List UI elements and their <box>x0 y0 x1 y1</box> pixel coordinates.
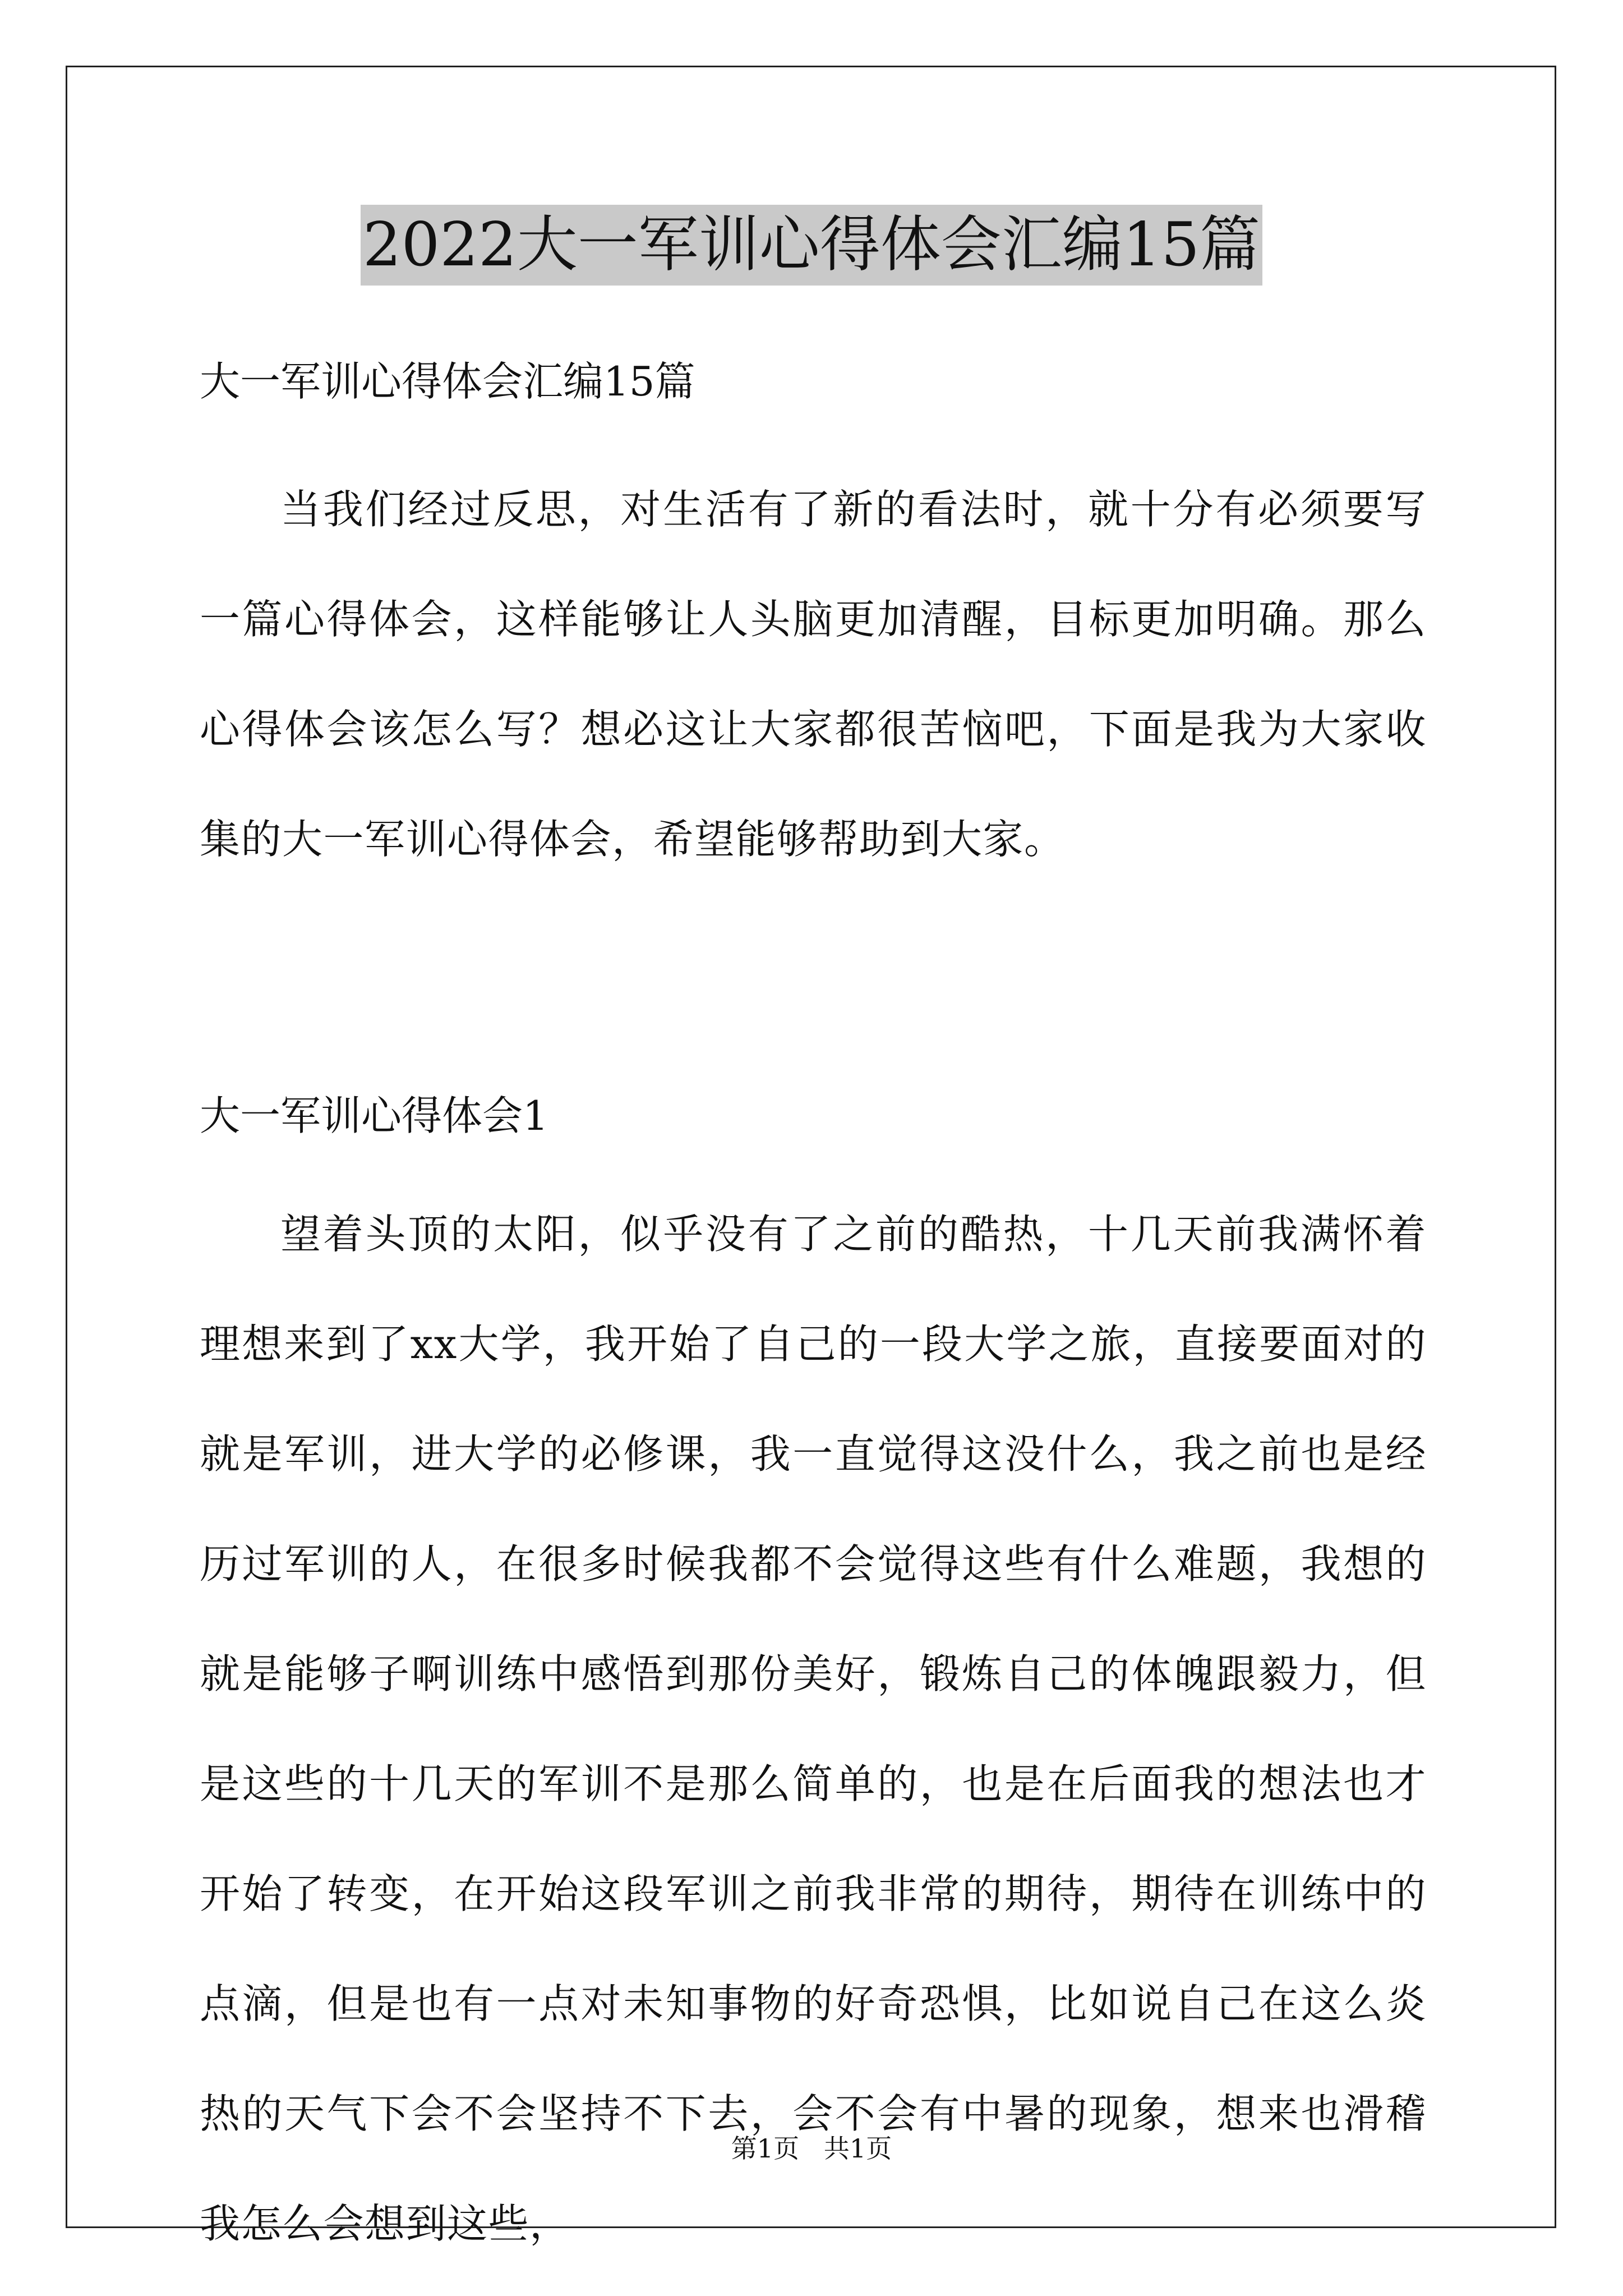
page-footer: 第1页 共1页 <box>731 2133 892 2164</box>
document-title: 2022大一军训心得体会汇编15篇 <box>361 205 1262 286</box>
document-body <box>200 345 1427 2279</box>
intro-paragraph: 当我们经过反思，对生活有了新的看法时，就十分有必须要写一篇心得体会，这样能够让人头脑更加清醒，目标更加明确。那么心得体会该怎么写？想必这让大家都很苦恼吧，下面是我为大家收集的大一军训心得体会，希望能够帮助到大家。 <box>200 486 1427 863</box>
title-container <box>0 205 1623 286</box>
section-heading: 大一军训心得体会1 <box>200 1092 548 1139</box>
section-paragraph: 望着头顶的太阳，似乎没有了之前的酷热，十几天前我满怀着理想来到了xx大学，我开始了自己的一段大学之旅，直接要面对的就是军训，进大学的必修课，我一直觉得这没什么，我之前也是经历过军训的人，在很多时候我都不会觉得这些有什么难题，我想的就是能够子啊训练中感悟到那份美好，锻炼自己的体魄跟毅力，但是这些的十几天的军训不是那么简单的，也是在后面我的想法也才开始了转变，在开始这段军训之前我非常的期待，期待在训练中的点滴，但是也有一点对未知事物的好奇恐惧，比如说自己在这么炎热的天气下会不会坚持不下去，会不会有中暑的现象，想来也滑稽我怎么会想到这些， <box>200 1211 1427 2247</box>
document-subtitle: 大一军训心得体会汇编15篇 <box>200 358 695 405</box>
